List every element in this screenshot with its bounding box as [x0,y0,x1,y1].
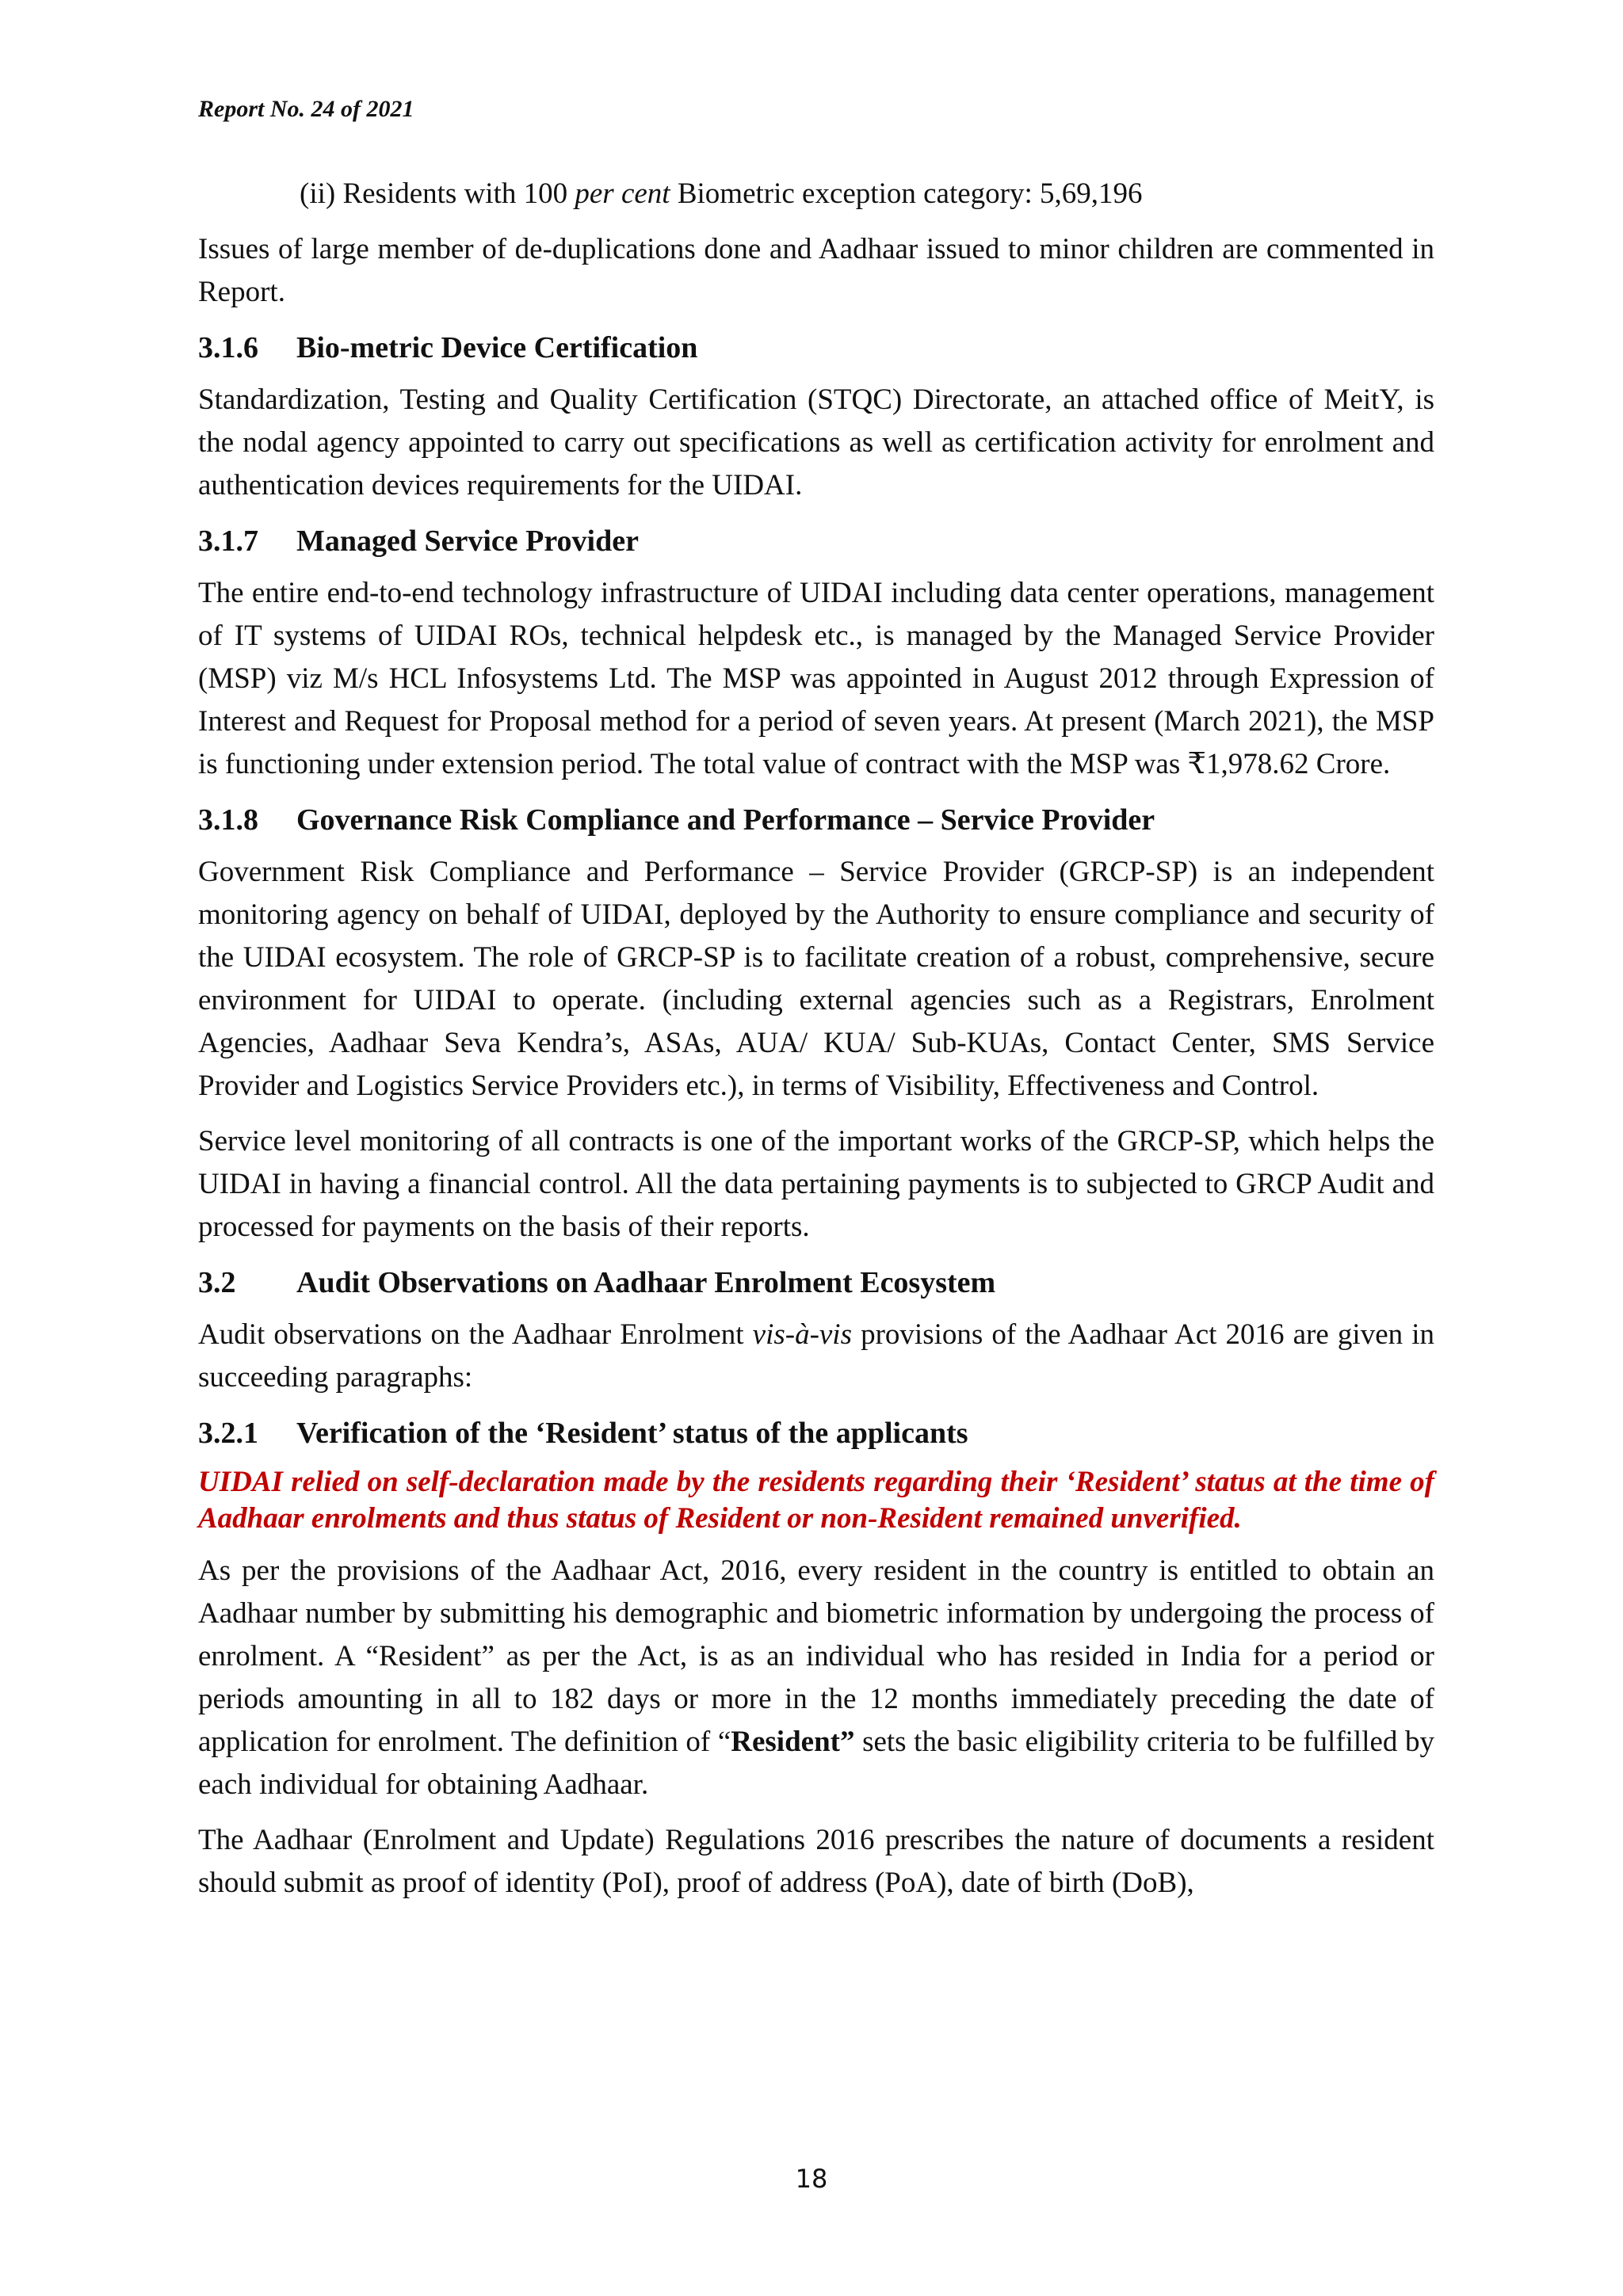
paragraph-3-2 [198,1314,1434,1399]
section-number: 3.1.6 [198,331,258,364]
section-number: 3.1.8 [198,803,258,837]
section-number: 3.2.1 [198,1417,258,1450]
section-heading-3-1-7 [198,520,1434,563]
section-heading-3-1-8 [198,799,1434,841]
paragraph-3-2-start: Audit observations on the Aadhaar Enrolment [198,1318,753,1351]
paragraph-3-1-6: Standardization, Testing and Quality Certification (STQC) Directorate, an attached office of MeitY, is the nodal agency appointed to carry out specifications as well as certification activity for enrolment and authentication devices requirements for the UIDAI. [198,383,1434,502]
list-item-ii [198,173,1434,215]
section-title: Audit Observations on Aadhaar Enrolment Ecosystem [296,1266,996,1299]
section-title: Managed Service Provider [296,524,639,558]
paragraph-3-2-1-a-bold: Resident” [731,1726,855,1758]
section-title: Verification of the ‘Resident’ status of the applicants [296,1417,968,1450]
section-number: 3.2 [198,1266,236,1299]
paragraph-3-1-7: The entire end-to-end technology infrastructure of UIDAI including data center operations, management of IT systems of UIDAI ROs, technical helpdesk etc., is managed by the Managed Service Provider (MSP) viz M/s HCL Infosystems Ltd. The MSP was appointed in August 2012 through Expression of Interest and Request for Proposal method for a period of seven years. At present (March 2021), the MSP is functioning under extension period. The total value of contract with the MSP was ₹1,978.62 Crore. [198,577,1434,780]
page-content [198,93,1434,1917]
page-number: 18 [795,2164,828,2194]
paragraph-3-2-italic: vis-à-vis [752,1318,852,1351]
paragraph-3-2-1-a [198,1550,1434,1806]
list-item-ii-text-end: Biometric exception category: 5,69,196 [670,177,1143,210]
audit-finding-highlight: UIDAI relied on self-declaration made by the residents regarding their ‘Resident’ status at the time of Aadhaar enrolments and thus status of Resident or non-Resident remained unverified. [198,1466,1434,1535]
section-heading-3-1-6 [198,326,1434,369]
section-heading-3-2 [198,1261,1434,1304]
paragraph-3-1-8-b: Service level monitoring of all contracts is one of the important works of the GRCP-SP, which helps the UIDAI in having a financial control. All the data pertaining payments is to subjected to GRCP Audit and processed for payments on the basis of their reports. [198,1125,1434,1243]
section-title: Bio-metric Device Certification [296,331,698,364]
paragraph-3-2-1-a-start: As per the provisions of the Aadhaar Act, 2016, every resident in the country is entitled to obtain an Aadhaar number by submitting his demographic and biometric information by undergoing the process of enrolment. A “Resident” as per the Act, is as an individual who has resided in India for a period or periods amounting in all to 182 days or more in the 12 months immediately preceding the date of application for enrolment. The definition of “ [198,1554,1434,1758]
paragraph-3-2-1-b: The Aadhaar (Enrolment and Update) Regulations 2016 prescribes the nature of documents a resident should submit as proof of identity (PoI), proof of address (PoA), date of birth (DoB), [198,1824,1434,1899]
paragraph-3-2-end: provisions of the Aadhaar Act 2016 are given in succeeding paragraphs: [198,1318,1435,1394]
section-heading-3-2-1 [198,1412,1434,1455]
paragraph-3-2-1-a-end: sets the basic eligibility criteria to be fulfilled by each individual for obtaining Aadhaar. [198,1726,1435,1801]
section-number: 3.1.7 [198,524,258,558]
list-item-ii-text-start: (ii) Residents with 100 [300,177,575,210]
paragraph-issues: Issues of large member of de-duplications done and Aadhaar issued to minor children are commented in Report. [198,233,1434,308]
paragraph-3-1-8-a: Government Risk Compliance and Performance – Service Provider (GRCP-SP) is an independent monitoring agency on behalf of UIDAI, deployed by the Authority to ensure compliance and security of the UIDAI ecosystem. The role of GRCP-SP is to facilitate creation of a robust, comprehensive, secure environment for UIDAI to operate. (including external agencies such as a Registrars, Enrolment Agencies, Aadhaar Seva Kendra’s, ASAs, AUA/ KUA/ Sub-KUAs, Contact Center, SMS Service Provider and Logistics Service Providers etc.), in terms of Visibility, Effectiveness and Control. [198,856,1434,1102]
list-item-ii-italic: per cent [575,177,670,210]
section-title: Governance Risk Compliance and Performance – Service Provider [296,803,1155,837]
running-header: Report No. 24 of 2021 [198,96,414,122]
